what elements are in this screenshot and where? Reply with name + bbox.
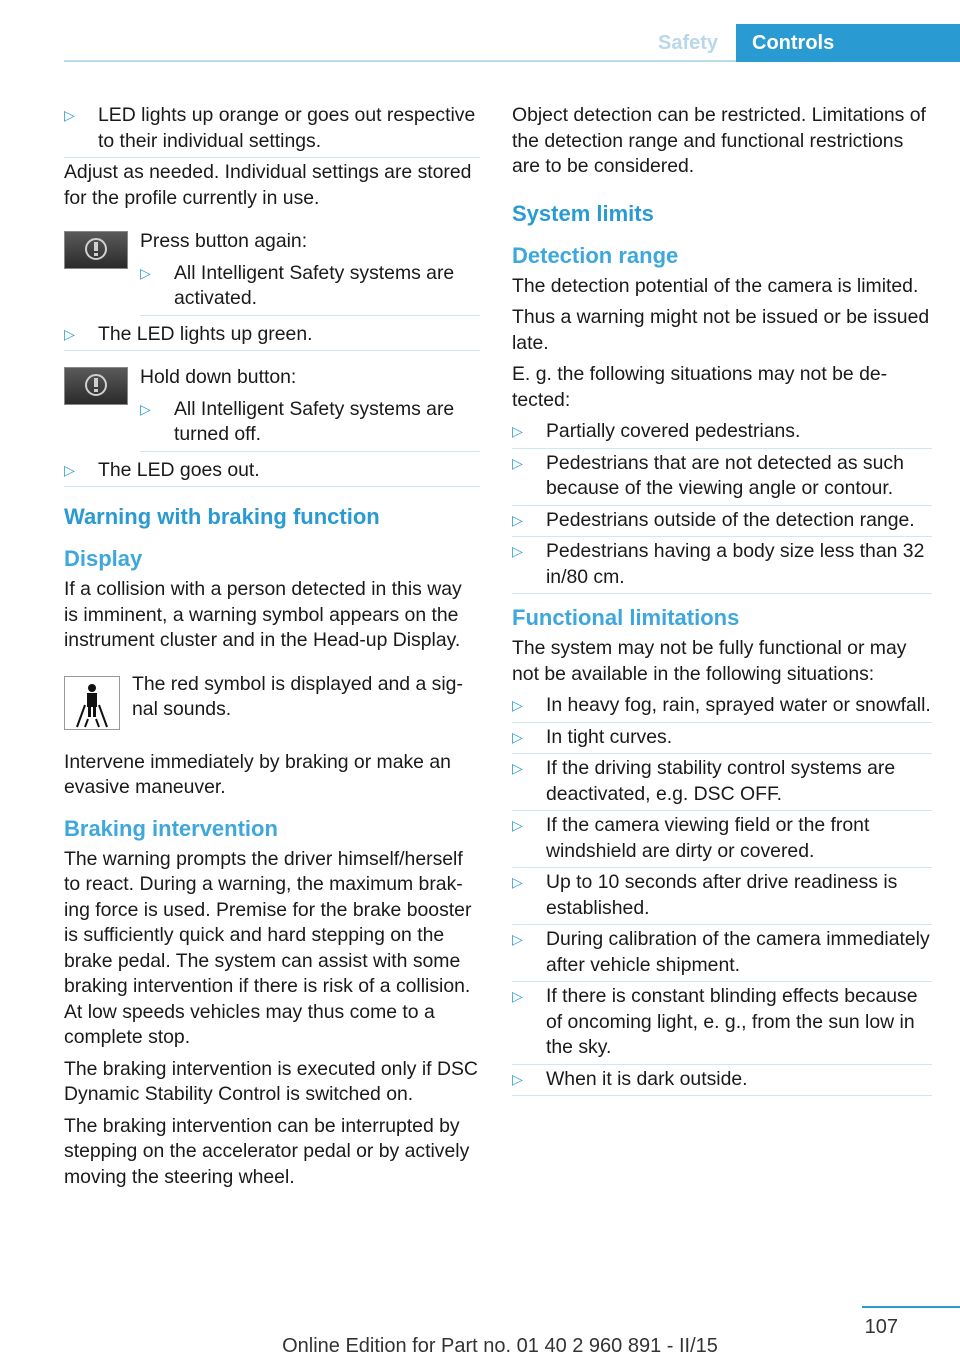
pedestrian-warning-icon: [64, 676, 120, 730]
paragraph: The detection potential of the camera is limited.: [512, 274, 919, 297]
press-label: Press button again:: [140, 230, 308, 252]
list-item-text: Pedestrians having a body size less than 32 in/80 cm.: [546, 540, 925, 588]
list-item-text: Pedestrians that are not detected as such because of the viewing angle or contour.: [546, 451, 904, 499]
footer-rule: [862, 1306, 960, 1308]
list-item: [512, 419, 932, 445]
safety-shield-icon: [84, 373, 108, 397]
list-item-text: In heavy fog, rain, sprayed water or snowfall.: [546, 694, 931, 716]
list-item-text: If the camera viewing field or the front windshield are dirty or covered.: [546, 814, 870, 862]
list-item-text: All Intelligent Safety systems are turned off.: [174, 397, 455, 445]
intelligent-safety-button-icon: [64, 231, 128, 269]
list-item: [512, 725, 932, 751]
triangle-bullet-icon: ▷: [512, 988, 523, 1004]
intelligent-safety-button-icon: [64, 367, 128, 405]
triangle-bullet-icon: ▷: [512, 728, 523, 745]
triangle-bullet-icon: ▷: [512, 454, 523, 471]
list-item: [512, 813, 932, 864]
triangle-bullet-icon: ▷: [512, 1070, 523, 1087]
section-heading-warning: Warning with braking function: [64, 504, 380, 529]
list-item: [64, 103, 480, 154]
paragraph: The braking intervention is executed only if DSC Dynamic Stability Control is switched on.: [64, 1057, 478, 1105]
paragraph: Adjust as needed. Individual settings are stored for the profile currently in use.: [64, 161, 472, 209]
paragraph: The warning prompts the driver himself/herself to react. During a warning, the maximum braking force is used. Premise for the brake booster is sufficiently quick and hard stepping on the brake pedal. The system can assist with some braking intervention if there is risk of a collision. At low speeds vehicles may thus come to a complete stop.: [64, 847, 472, 1048]
hold-button-row: [64, 365, 480, 448]
triangle-bullet-icon: ▷: [512, 423, 523, 439]
list-item-text: The LED goes out.: [98, 458, 260, 481]
pedestrian-symbol-row: [64, 672, 480, 740]
list-item-text: LED lights up orange or goes out respective to their individual settings.: [98, 104, 476, 152]
paragraph: The system may not be fully functional or may not be available in the following situations:: [512, 637, 907, 685]
list-item: [512, 1067, 932, 1093]
list-item: [512, 693, 932, 719]
list-item-text: If there is constant blinding effects because of oncoming light, e. g., from the sun low in the sky.: [546, 985, 918, 1058]
press-button-row: [64, 229, 480, 312]
subheading-range: Detection range: [512, 242, 679, 268]
list-item-text: Pedestrians outside of the detection range.: [546, 508, 915, 531]
list-item: [140, 397, 480, 448]
triangle-bullet-icon: ▷: [140, 264, 151, 281]
triangle-bullet-icon: ▷: [512, 817, 523, 833]
list-item: [512, 870, 932, 921]
triangle-bullet-icon: ▷: [512, 697, 523, 713]
subheading-display: Display: [64, 546, 143, 571]
list-item: [140, 261, 480, 312]
list-item-text: All Intelligent Safety systems are activated.: [174, 261, 455, 309]
header-chapter-tab[interactable]: Controls: [736, 24, 960, 62]
list-item: [512, 508, 932, 534]
list-item-text: During calibration of the camera immediately after vehicle shipment.: [546, 928, 930, 976]
list-item: [512, 756, 932, 807]
footer-edition: Online Edition for Part no. 01 40 2 960 891 - II/15: [282, 1335, 718, 1357]
safety-shield-icon: [84, 237, 108, 261]
list-item-text: In tight curves.: [546, 725, 673, 748]
list-item-text: If the driving stability control systems are deactivated, e.g. DSC OFF.: [546, 757, 896, 805]
triangle-bullet-icon: ▷: [64, 461, 75, 478]
list-item-text: The LED lights up green.: [98, 322, 313, 345]
header-section-tab[interactable]: Safety: [657, 32, 719, 54]
paragraph: The red symbol is displayed and a signal sounds.: [132, 672, 463, 720]
triangle-bullet-icon: ▷: [512, 874, 523, 890]
list-item-text: Partially covered pedestrians.: [546, 420, 801, 442]
list-item-text: Up to 10 seconds after drive readiness is established.: [546, 871, 898, 919]
triangle-bullet-icon: ▷: [512, 543, 523, 559]
list-item: [64, 458, 480, 484]
list-item: [512, 984, 932, 1061]
paragraph: E. g. the following situations may not be detected:: [512, 363, 888, 411]
triangle-bullet-icon: ▷: [64, 325, 75, 342]
right-column: [512, 103, 932, 1098]
list-item: [512, 451, 932, 502]
triangle-bullet-icon: ▷: [140, 400, 151, 417]
triangle-bullet-icon: ▷: [512, 931, 523, 947]
paragraph: The braking intervention can be interrupted by stepping on the accelerator pedal or by actively moving the steering wheel.: [64, 1114, 470, 1188]
subheading-braking: Braking intervention: [64, 815, 278, 841]
triangle-bullet-icon: ▷: [64, 107, 75, 123]
list-item: [64, 322, 480, 348]
list-item: [512, 927, 932, 978]
left-column: [64, 103, 480, 1196]
subheading-functional: Functional limitations: [512, 605, 740, 630]
page-number: 107: [864, 1316, 898, 1338]
list-item-text: When it is dark outside.: [546, 1067, 748, 1090]
section-heading-limits: System limits: [512, 200, 654, 226]
hold-label: Hold down button:: [140, 366, 297, 388]
paragraph: Object detection can be restricted. Limitations of the detection range and functional restrictions are to be considered.: [512, 104, 926, 177]
paragraph: If a collision with a person detected in this way is imminent, a warning symbol appears on the instrument cluster and in the Head-up Display.: [64, 578, 462, 651]
list-item: [512, 539, 932, 590]
paragraph: Intervene immediately by braking or make an evasive maneuver.: [64, 750, 451, 798]
paragraph: Thus a warning might not be issued or be issued late.: [512, 306, 930, 354]
triangle-bullet-icon: ▷: [512, 511, 523, 528]
triangle-bullet-icon: ▷: [512, 760, 523, 776]
